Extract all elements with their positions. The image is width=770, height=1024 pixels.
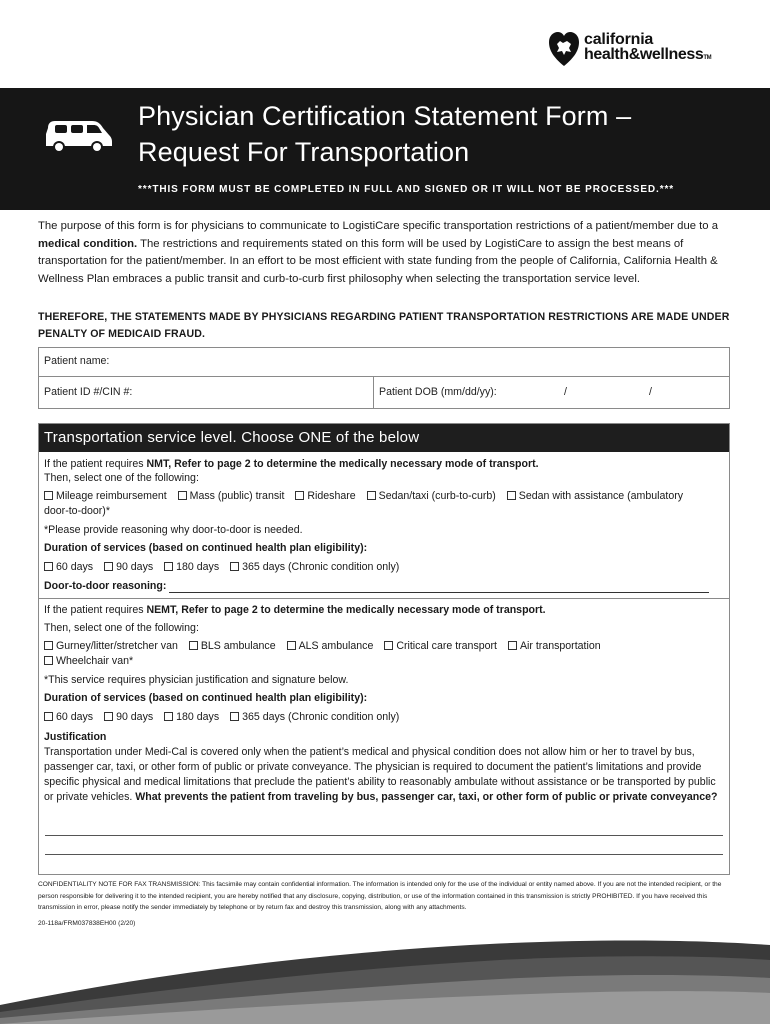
justification-label: Justification: [44, 731, 107, 743]
nmt-then: Then, select one of the following:: [44, 472, 199, 484]
nmt-durations: [44, 560, 407, 574]
nmt-note: *Please provide reasoning why door-to-door is needed.: [44, 524, 303, 536]
nemt-intro: If the patient requires NEMT, Refer to page 2 to determine the medically necessary mode of transport.: [44, 604, 546, 616]
checkbox[interactable]: [287, 641, 296, 650]
nmt-duration-60[interactable]: 60 days: [44, 560, 93, 574]
checkbox[interactable]: [44, 712, 53, 721]
patient-info-box: [38, 347, 730, 409]
checkbox[interactable]: [164, 562, 173, 571]
checkbox[interactable]: [44, 641, 53, 650]
checkbox[interactable]: [508, 641, 517, 650]
nemt-then: Then, select one of the following:: [44, 622, 199, 634]
checkbox[interactable]: [507, 491, 516, 500]
nemt-option-als[interactable]: ALS ambulance: [287, 639, 374, 653]
nemt-duration-60[interactable]: 60 days: [44, 710, 93, 724]
justification-line-2[interactable]: [45, 854, 723, 855]
form-code: 20-118a/FRM037838EH00 (2/20): [38, 920, 136, 927]
nemt-option-critical-care[interactable]: Critical care transport: [384, 639, 497, 653]
checkbox[interactable]: [44, 656, 53, 665]
nmt-option-mass-transit[interactable]: Mass (public) transit: [178, 489, 285, 503]
checkbox[interactable]: [367, 491, 376, 500]
nemt-duration-180[interactable]: 180 days: [164, 710, 219, 724]
logo-line2: health&wellness: [584, 46, 704, 63]
completion-warning: ***THIS FORM MUST BE COMPLETED IN FULL AND SIGNED OR IT WILL NOT BE PROCESSED.***: [138, 184, 675, 195]
checkbox[interactable]: [164, 712, 173, 721]
nmt-options-cont: door-to-door)*: [44, 505, 110, 517]
nmt-option-sedan-assist[interactable]: Sedan with assistance (ambulatory: [507, 489, 683, 503]
nmt-duration-label: Duration of services (based on continued health plan eligibility):: [44, 542, 368, 554]
nmt-option-sedan-taxi[interactable]: Sedan/taxi (curb-to-curb): [367, 489, 496, 503]
nmt-intro: If the patient requires NMT, Refer to page 2 to determine the medically necessary mode of transport.: [44, 458, 539, 470]
door-reasoning-row: Door-to-door reasoning:: [44, 579, 709, 593]
nemt-duration-label: Duration of services (based on continued health plan eligibility):: [44, 692, 368, 704]
header-banner: [0, 88, 770, 210]
nmt-duration-365[interactable]: 365 days (Chronic condition only): [230, 560, 399, 574]
checkbox[interactable]: [104, 562, 113, 571]
justification-text: Transportation under Medi-Cal is covered only when the patient’s medical and physical condition does not allow him or her to travel by bus, passenger car, taxi, or other form of public or private conveyance. The physician is required to document the patient’s limitations and provide specific physical and medical limitations that preclude the patient’s ability to reasonably ambulate without assistance or be transported by public or private vehicles. What prevents the patient from traveling by bus, passenger car, taxi, or other form of public or private conveyance?: [44, 746, 718, 803]
nemt-option-gurney[interactable]: Gurney/litter/stretcher van: [44, 639, 178, 653]
logo: [548, 28, 738, 70]
checkbox[interactable]: [189, 641, 198, 650]
patient-name-label: Patient name:: [44, 355, 110, 367]
page-title: Physician Certification Statement Form – Request For Transportation: [138, 101, 632, 167]
penalty-statement: THEREFORE, THE STATEMENTS MADE BY PHYSICIANS REGARDING PATIENT TRANSPORTATION RESTRICTIONS ARE MADE UNDER PENALTY OF MEDICAID FRAUD.: [38, 311, 730, 340]
purpose-paragraph: The purpose of this form is for physicians to communicate to LogistiCare specific transportation restrictions of a patient/member due to a medical condition. The restrictions and requirements stated on this form will be used by LogistiCare to assign the best means of transportation for the patient/member. In an effort to be most efficient with state funding from the people of California, California Health & Wellness Plan embraces a public transit and curb-to-curb first philosophy when selecting the transportation service level.: [38, 220, 719, 285]
nemt-durations: [44, 710, 407, 724]
patient-dob-label: Patient DOB (mm/dd/yy):: [379, 386, 497, 398]
nmt-options: [44, 489, 683, 503]
heart-with-bear-icon: [548, 30, 580, 68]
nemt-duration-365[interactable]: 365 days (Chronic condition only): [230, 710, 399, 724]
nemt-option-wheelchair[interactable]: Wheelchair van*: [44, 654, 133, 668]
patient-id-label: Patient ID #/CIN #:: [44, 386, 133, 398]
checkbox[interactable]: [44, 491, 53, 500]
footer-swoosh-decoration: [0, 900, 770, 1024]
checkbox[interactable]: [230, 712, 239, 721]
confidentiality-note: CONFIDENTIALITY NOTE FOR FAX TRANSMISSION: This facsimile may contain confidential information. The information is intended only for the use of the individual or entity named above. If you are not the intended recipient, or the person responsible for delivering it to the intended recipient, you are hereby notified that any disclosure, copying, distribution, or use of the information contained in this transmission is strictly PROHIBITED. If you have received this transmission in error, please notify the sender immediately by telephone or by return fax and destroy this transmission, along with any attachments.: [38, 881, 722, 912]
nemt-duration-90[interactable]: 90 days: [104, 710, 153, 724]
dob-slash-2: /: [649, 386, 652, 398]
checkbox[interactable]: [44, 562, 53, 571]
nmt-duration-180[interactable]: 180 days: [164, 560, 219, 574]
transport-section: [38, 423, 730, 875]
checkbox[interactable]: [295, 491, 304, 500]
van-icon: [42, 116, 114, 154]
checkbox[interactable]: [230, 562, 239, 571]
nmt-duration-90[interactable]: 90 days: [104, 560, 153, 574]
logo-tm: TM: [703, 55, 712, 61]
nmt-option-rideshare[interactable]: Rideshare: [295, 489, 355, 503]
nemt-options: [44, 639, 609, 653]
nemt-option-bls[interactable]: BLS ambulance: [189, 639, 276, 653]
dob-slash-1: /: [564, 386, 567, 398]
nmt-option-mileage[interactable]: Mileage reimbursement: [44, 489, 167, 503]
logo-wordmark: [584, 32, 711, 66]
justification-line-1[interactable]: [45, 835, 723, 836]
checkbox[interactable]: [178, 491, 187, 500]
door-reasoning-field[interactable]: [169, 583, 709, 593]
nemt-note: *This service requires physician justification and signature below.: [44, 674, 349, 686]
checkbox[interactable]: [384, 641, 393, 650]
logo-line1: california: [584, 31, 654, 48]
transport-heading: Transportation service level. Choose ONE of the below: [39, 424, 729, 452]
nemt-option-air[interactable]: Air transportation: [508, 639, 601, 653]
checkbox[interactable]: [104, 712, 113, 721]
